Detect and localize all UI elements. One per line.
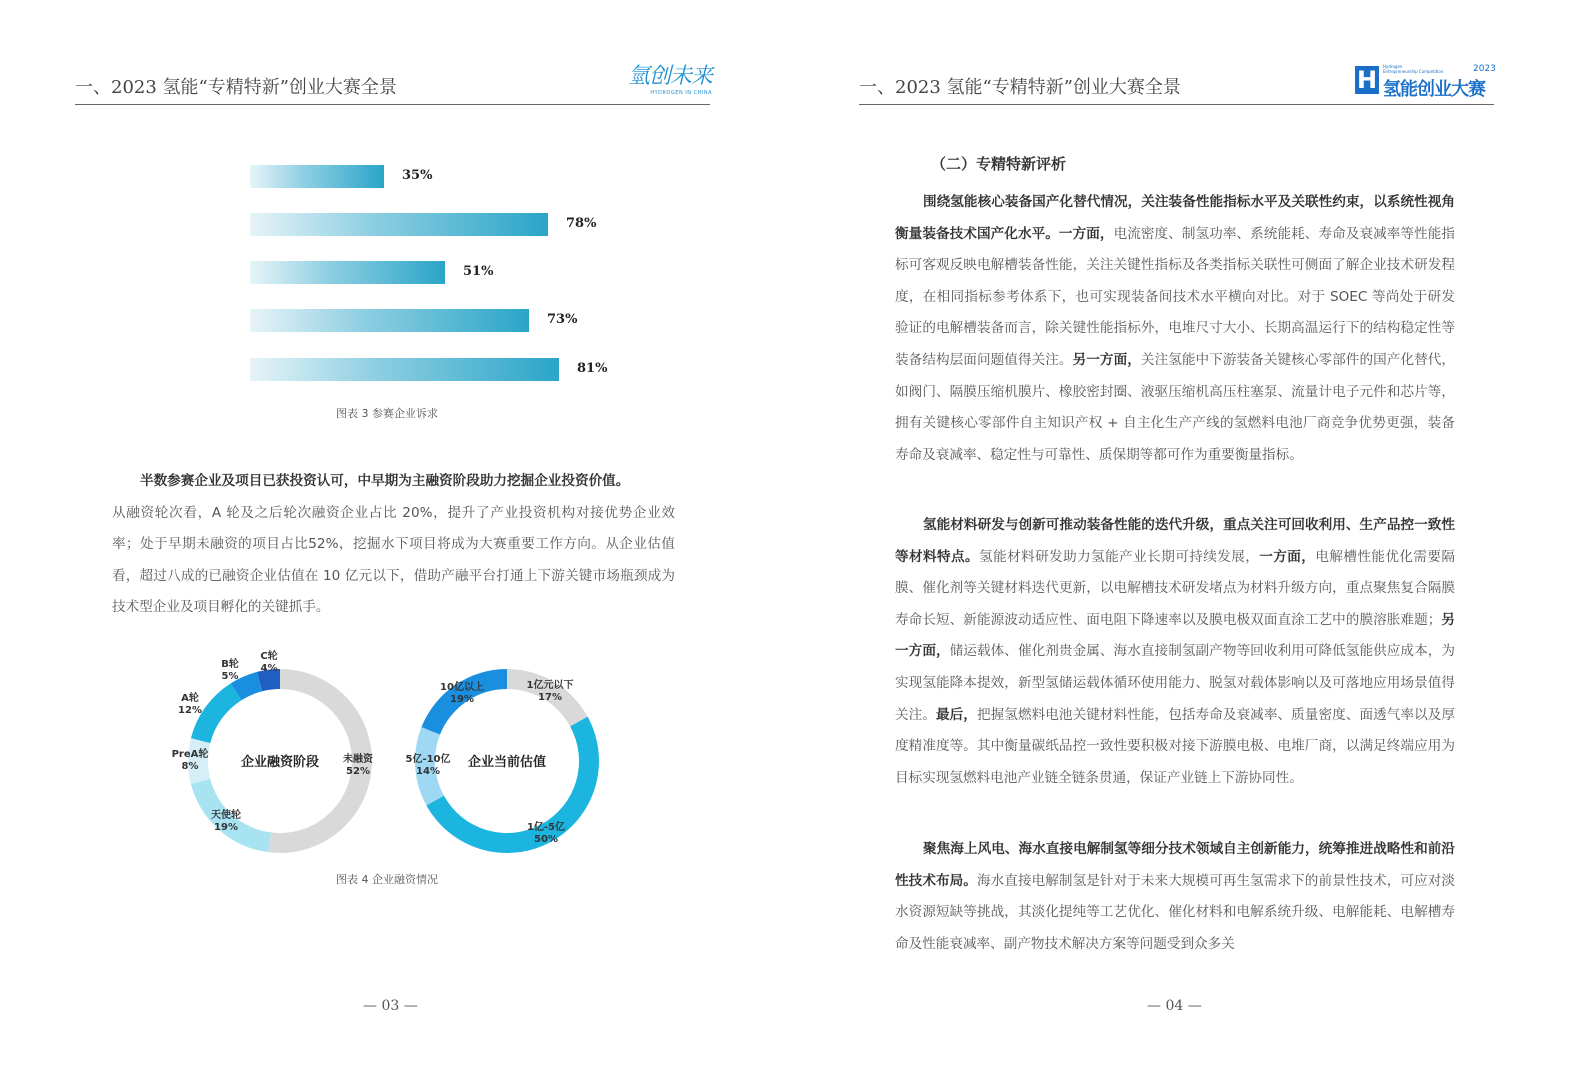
- donut-slice-value: 19%: [214, 822, 238, 833]
- paragraph-materials: 氢能材料研发与创新可推动装备性能的迭代升级，重点关注可回收利用、生产品控一致性等材料特点。氢能材料研发助力氢能产业长期可持续发展，一方面，电解槽性能优化需要隔膜、催化剂等关键材料迭代更新，以电解槽技术研发堵点为材料升级方向，重点聚焦复合隔膜寿命长短、新能源波动适应性、面电阻下降速率以及膜电极双面直涂工艺中的膜溶胀难题；另一方面，储运载体、催化剂贵金属、海水直接制氢副产物等回收利用可降低氢能供应成本，为实现氢能降本提效，新型氢储运载体循环使用能力、脱氢对载体影响以及可落地应用场景值得关注。最后，把握氢燃料电池关键材料性能，包括寿命及衰减率、质量密度、面透气率以及厚度精准度等。其中衡量碳纸品控一致性要积极对接下游膜电极、电堆厂商，以满足终端应用为目标实现氢燃料电池产业链全链条贯通，保证产业链上下游协同性。: [895, 517, 1456, 786]
- donut-slice-value: 5%: [221, 671, 239, 682]
- financing-donut-charts: [150, 640, 620, 870]
- header-title: 一、2023 氢能“专精特新”创业大赛全景: [859, 77, 1181, 98]
- donut-slice-label: 未融资: [343, 754, 373, 765]
- page-04: [793, 0, 1586, 1077]
- donut-slice-value: 14%: [416, 766, 440, 777]
- bar-chart-caption: 图表 3 参赛企业诉求: [336, 407, 438, 420]
- donut-center-title: 企业当前估值: [467, 755, 547, 770]
- bar-value-label: 78%: [566, 216, 597, 231]
- bar-value-label: 73%: [547, 312, 578, 327]
- donut-slice-label: PreA轮: [171, 749, 209, 760]
- page-number-03: — 03 —: [363, 998, 418, 1014]
- donut-chart-caption: 图表 4 企业融资情况: [336, 873, 438, 886]
- donut-slice-label: 10亿以上: [440, 682, 484, 693]
- h-mark-icon: H: [1356, 66, 1378, 94]
- donut-center-title: 企业融资阶段: [240, 755, 320, 770]
- paragraph-lead: 半数参赛企业及项目已获投资认可，中早期为主融资阶段助力挖掘企业投资价值。: [140, 473, 630, 489]
- paragraph-equipment: 围绕氢能核心装备国产化替代情况，关注装备性能指标水平及关联性约束，以系统性视角衡量装备技术国产化水平。一方面，电流密度、制氢功率、系统能耗、寿命及衰减率等性能指标可客观反映电解槽装备性能，关注关键性指标及各类指标关联性可侧面了解企业技术研发程度，在相同指标参考体系下，也可实现装备间技术水平横向对比。对于 SOEC 等尚处于研发验证的电解槽装备而言，除关键性能指标外，电堆尺寸大小、长期高温运行下的结构稳定性等装备结构层面问题值得关注。另一方面，关注氢能中下游装备关键核心零部件的国产化替代，如阀门、隔膜压缩机膜片、橡胶密封圈、液驱压缩机高压柱塞泵、流量计电子元件和芯片等，拥有关键核心零部件自主知识产权 + 自主化生产产线的氢燃料电池厂商竞争优势更强，装备寿命及衰减率、稳定性与可靠性、质保期等都可作为重要衡量指标。: [895, 194, 1456, 463]
- bar: [250, 358, 559, 381]
- donut-slice-label: B轮: [221, 659, 239, 670]
- bar: [250, 261, 445, 284]
- donut-slice-label: A轮: [181, 693, 199, 704]
- page-03: [0, 0, 793, 1077]
- page-number-04: — 04 —: [1147, 998, 1202, 1014]
- donut-slice-value: 17%: [538, 692, 562, 703]
- investment-paragraph: [112, 466, 675, 624]
- header-rule: [859, 104, 1494, 105]
- donut-slice-label: C轮: [260, 651, 278, 662]
- donut-slice-value: 12%: [178, 705, 202, 716]
- donut-slice-label: 5亿-10亿: [405, 754, 451, 765]
- bar-value-label: 51%: [463, 264, 494, 279]
- bar-value-label: 35%: [402, 168, 433, 183]
- header-rule: [75, 104, 710, 105]
- header-title: 一、2023 氢能“专精特新”创业大赛全景: [75, 77, 397, 98]
- donut-slice-value: 50%: [534, 834, 558, 845]
- bar: [250, 165, 384, 188]
- donut-slice-label: 天使轮: [211, 810, 241, 821]
- paragraph-offshore: 聚焦海上风电、海水直接电解制氢等细分技术领域自主创新能力，统筹推进战略性和前沿性技术布局。海水直接电解制氢是针对于未来大规模可再生氢需求下的前景性技术，可应对淡水资源短缺等挑战，其淡化提纯等工艺优化、催化材料和电解系统升级、电解能耗、电解槽寿命及性能衰减率、副产物技术解决方案等问题受到众多关: [895, 841, 1456, 952]
- donut-slice-value: 8%: [181, 761, 199, 772]
- bar-value-label: 81%: [577, 361, 608, 376]
- donut-slice: [426, 717, 599, 853]
- hydrogen-china-logo: 氫创未来 HYDROGEN IN CHINA: [628, 64, 713, 96]
- paragraph-body: 从融资轮次看，A 轮及之后轮次融资企业占比 20%，提升了产业投资机构对接优势企业效率；处于早期未融资的项目占比52%，挖掘水下项目将成为大赛重要工作方向。从企业估值看，超过八成的已融资企业估值在 10 亿元以下，借助产融平台打通上下游关键市场瓶颈成为技术型企业及项目孵化的关键抓手。: [112, 504, 675, 616]
- hydrogen-competition-logo: H Hydrogen Entrepreneurship Competition 2023 氢能创业大赛: [1356, 64, 1496, 100]
- donut-slice-value: 52%: [346, 766, 370, 777]
- bar: [250, 213, 548, 236]
- bar: [250, 309, 529, 332]
- section-title: （二）专精特新评析: [931, 155, 1067, 173]
- donut-slice-value: 19%: [450, 694, 474, 705]
- donut-slice-label: 1亿-5亿: [526, 822, 566, 833]
- donut-slice-label: 1亿元以下: [526, 680, 574, 691]
- donut-slice-value: 4%: [260, 663, 278, 674]
